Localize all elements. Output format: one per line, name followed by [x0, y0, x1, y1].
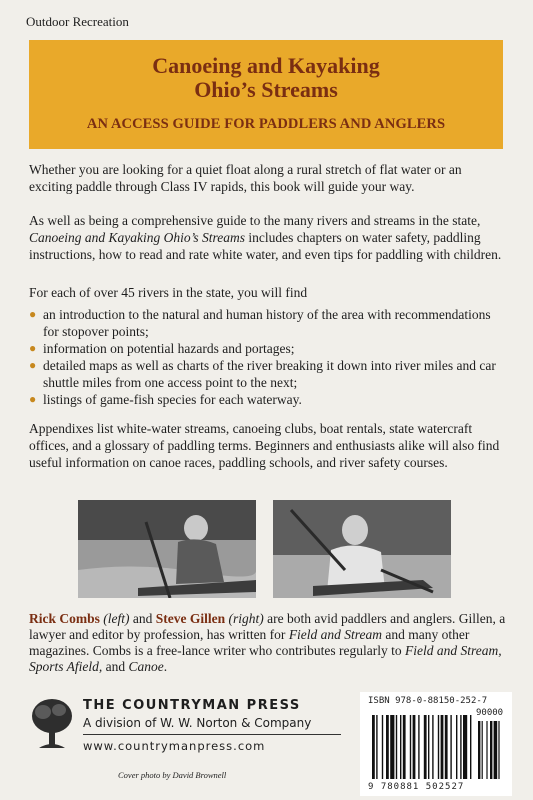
bullet-icon: ●: [29, 341, 37, 355]
author-photo-right: [273, 500, 451, 598]
bullet-icon: ●: [29, 358, 37, 372]
author-name-2: Steve Gillen: [155, 611, 226, 626]
author-position-1: (left): [103, 611, 130, 626]
tree-logo-icon: [29, 696, 75, 750]
magazine-name: Field and Stream, Sports Afield,: [29, 643, 502, 674]
bio-text: and: [102, 659, 129, 674]
bio-text: .: [163, 659, 168, 674]
description-paragraph: [29, 212, 507, 263]
price-code: 90000: [476, 708, 504, 718]
bullet-icon: ●: [29, 307, 37, 321]
title-line-1: Canoeing and Kayaking: [152, 53, 380, 78]
category-label: Outdoor Recreation: [26, 14, 129, 29]
author-name-1: Rick Combs: [29, 611, 100, 626]
barcode-icon: [372, 709, 502, 781]
ean-number: 9 780881 502527: [368, 782, 465, 792]
publisher-name: THE COUNTRYMAN PRESS: [83, 698, 301, 713]
magazine-name: Canoe: [128, 659, 164, 674]
list-item-text: an introduction to the natural and human history of the area with recommendations for stopover points;: [43, 307, 491, 339]
list-item: [29, 306, 507, 340]
author-bio: [29, 611, 507, 675]
features-intro: For each of over 45 rivers in the state, you will find: [29, 285, 308, 300]
list-item: [29, 357, 507, 391]
author-position-2: (right): [228, 611, 264, 626]
publisher-block: [29, 696, 345, 756]
list-item-text: information on potential hazards and portages;: [43, 341, 295, 356]
bio-text: are both avid paddlers and anglers. Gillen, a lawyer and editor by profession, has written for: [29, 611, 506, 642]
intro-paragraph: Whether you are looking for a quiet float along a rural stretch of flat water or an exciting paddle through Class IV rapids, this book will guide your way.: [29, 162, 462, 194]
divider: [83, 734, 341, 735]
title-banner: [29, 40, 503, 149]
barcode-area: [360, 692, 512, 796]
list-item: [29, 340, 507, 357]
list-item-text: detailed maps as well as charts of the river breaking it down into river miles and car shuttle miles from one access point to the next;: [43, 358, 496, 390]
book-title: [29, 54, 503, 102]
book-title-italic: Canoeing and Kayaking Ohio’s Streams: [29, 230, 245, 245]
description-text: As well as being a comprehensive guide to the many rivers and streams in the state,: [29, 213, 481, 228]
list-item-text: listings of game-fish species for each waterway.: [43, 392, 302, 407]
bullet-icon: ●: [29, 392, 37, 406]
book-subtitle: AN ACCESS GUIDE FOR PADDLERS AND ANGLERS: [86, 116, 446, 132]
publisher-url: www.countrymanpress.com: [83, 739, 266, 753]
isbn-text: ISBN 978-0-88150-252-7: [368, 696, 488, 706]
description-text-end: includes chapters on water safety, paddling instructions, how to read and rate white water, and even tips for paddling with children.: [29, 230, 502, 262]
list-item: [29, 391, 507, 408]
photo-credit: Cover photo by David Brownell: [118, 770, 227, 780]
bio-conjunction: and: [129, 611, 156, 626]
bio-text: and many other magazines. Combs is a free-lance writer who contributes regularly to: [29, 627, 470, 658]
title-line-2: Ohio’s Streams: [194, 77, 338, 102]
feature-list: [29, 306, 507, 408]
publisher-division: A division of W. W. Norton & Company: [83, 716, 312, 730]
magazine-name: Field and Stream: [288, 627, 383, 642]
author-photo-left: [78, 500, 256, 598]
appendix-paragraph: Appendixes list white-water streams, canoeing clubs, boat rentals, state watercraft offices, and a glossary of paddling terms. Beginners and enthusiasts alike will also find useful information on canoe races, paddling schools, and river safety courses.: [29, 421, 500, 470]
